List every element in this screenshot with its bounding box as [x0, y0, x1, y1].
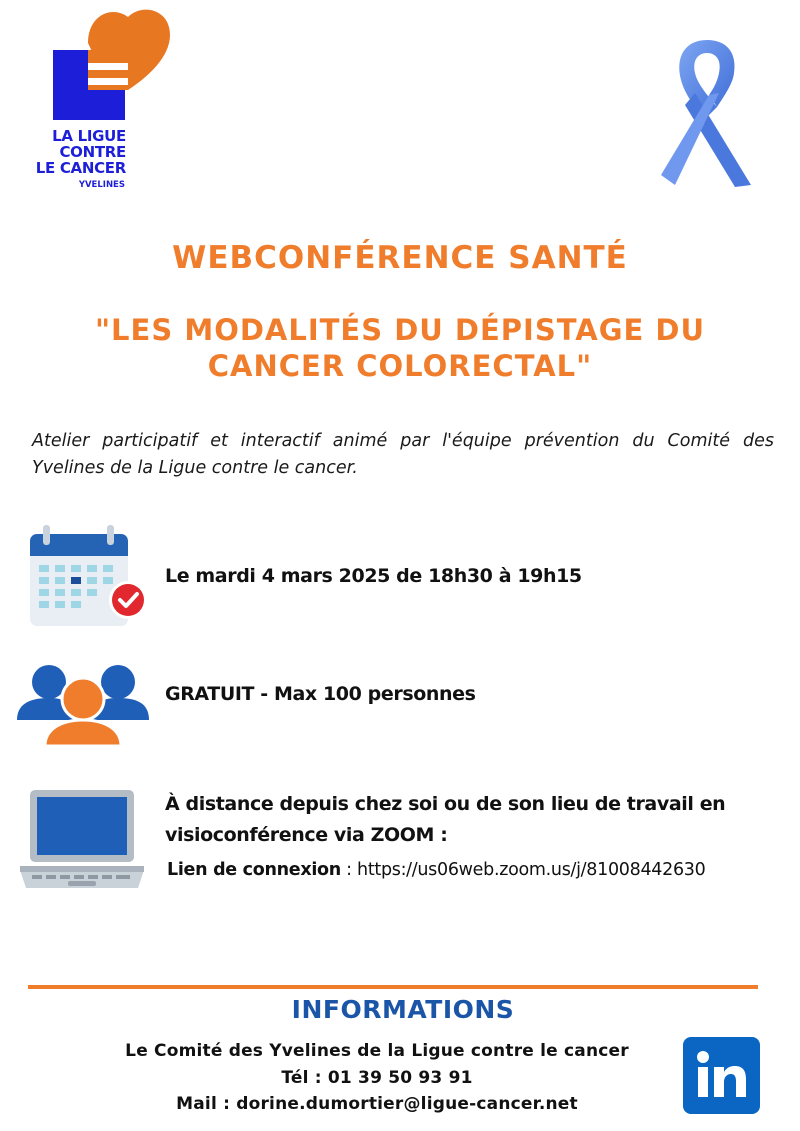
subtitle-line-1: "LES MODALITÉS DU DÉPISTAGE DU — [94, 313, 706, 347]
price-capacity-text: GRATUIT - Max 100 personnes — [165, 683, 476, 705]
intro-paragraph: Atelier participatif et interactif animé par l'équipe prévention du Comité des Yvelines de la Ligue contre le cancer. — [32, 431, 774, 478]
laptop-icon — [20, 788, 145, 893]
connection-link-separator: : — [340, 860, 358, 880]
footer-divider — [28, 985, 758, 989]
contact-organization: Le Comité des Yvelines de la Ligue contre le cancer — [125, 1041, 629, 1061]
zoom-link[interactable]: https://us06web.zoom.us/j/81008442630 — [357, 860, 706, 880]
contact-phone: Tél : 01 39 50 93 91 — [281, 1068, 473, 1088]
remote-access-text-line-2: visioconférence via ZOOM : — [165, 824, 448, 846]
event-date-text: Le mardi 4 mars 2025 de 18h30 à 19h15 — [165, 565, 582, 587]
page-title: WEBCONFÉRENCE SANTÉ — [172, 240, 628, 276]
logo-heart-mark-icon — [50, 5, 175, 125]
logo-text-line-1: LA LIGUE — [52, 127, 126, 145]
connection-link-line — [167, 860, 705, 880]
calendar-check-icon — [27, 522, 149, 630]
awareness-ribbon-icon — [655, 35, 760, 193]
ligue-contre-le-cancer-logo — [35, 5, 175, 190]
people-group-icon — [15, 662, 150, 747]
subtitle-line-2: CANCER COLORECTAL" — [207, 349, 593, 383]
logo-text-line-4: YVELINES — [78, 180, 125, 190]
contact-email: Mail : dorine.dumortier@ligue-cancer.net — [176, 1094, 578, 1114]
logo-text-line-3: LE CANCER — [35, 159, 126, 177]
connection-link-label: Lien de connexion — [167, 860, 341, 880]
logo-text-line-2: CONTRE — [59, 143, 126, 161]
linkedin-icon[interactable] — [683, 1037, 760, 1114]
informations-heading: INFORMATIONS — [291, 995, 515, 1024]
remote-access-text-line-1: À distance depuis chez soi ou de son lieu de travail en — [165, 793, 726, 815]
